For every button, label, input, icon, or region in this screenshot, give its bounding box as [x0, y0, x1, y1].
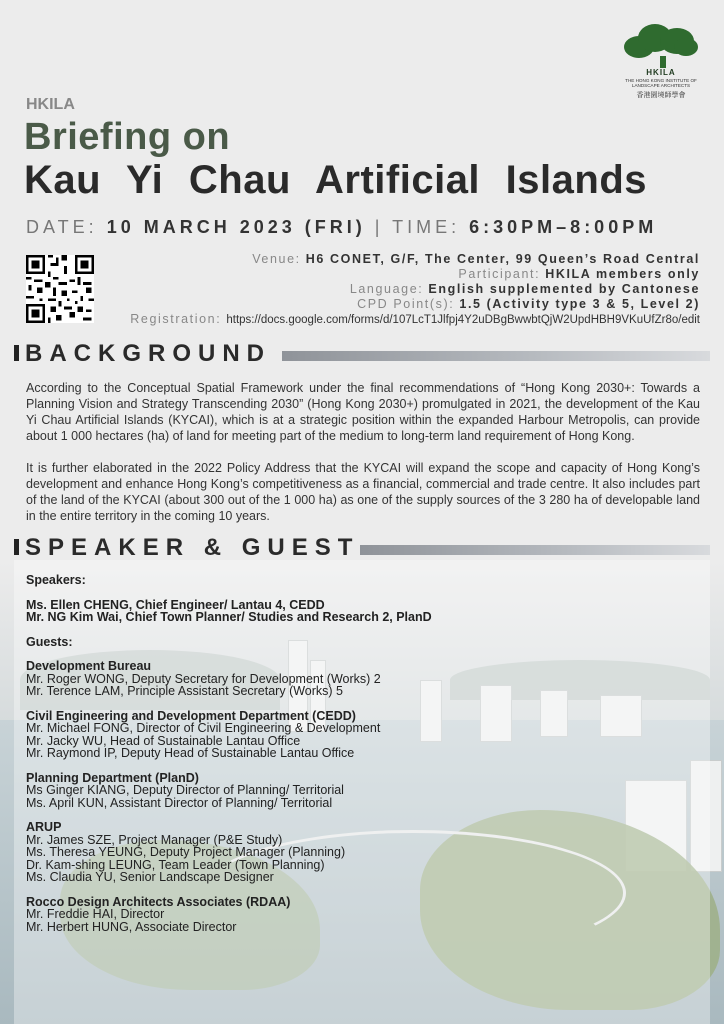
heading-rule — [360, 545, 710, 555]
guest-item: Mr. Terence LAM, Principle Assistant Secretary (Works) 5 — [26, 684, 344, 698]
registration-qr-code[interactable] — [26, 255, 94, 323]
guest-group-name: Planning Department (PlanD) — [26, 770, 199, 785]
guest-item: Ms. Theresa YEUNG, Deputy Project Manager (Planning) — [26, 845, 346, 859]
guest-item: Mr. Herbert HUNG, Associate Director — [26, 919, 237, 934]
guests-label: Guests: — [26, 634, 73, 649]
event-details — [130, 252, 700, 328]
speaker-guest-list — [26, 574, 586, 933]
registration-row: Registration: https://docs.google.com/forms/d/107LcT1Jlfpj4Y2uDBgBwwbtQjW2UpdHBH9VKuUfZr8o/edit — [130, 312, 700, 326]
registration-link[interactable]: https://docs.google.com/forms/d/107LcT1Jlfpj4Y2uDBgBwwbtQjW2UpdHBH9VKuUfZr8o/edit — [226, 314, 700, 326]
speakers-label: Speakers: — [26, 573, 86, 587]
guest-item: Ms Ginger KIANG, Deputy Director of Planning/ Territorial — [26, 783, 344, 797]
logo-full-name: THE HONG KONG INSTITUTE OF LANDSCAPE ARCHITECTS — [625, 78, 697, 88]
heading-rule — [282, 351, 710, 361]
background-paragraph-1: According to the Conceptual Spatial Framework under the final recommendations of “Hong Kong 2030+: Towards a Planning Vision and Strategy Transcending 2030” (Hong Kong 2030+) promulgated in 2021, the development of the Kau Yi Chau Artificial Islands (KYCAI), which is at a strategic position within the expanded Harbour Metropolis, can provide about 1 000 hectares (ha) of land for meeting part of the medium to long-term land requirement of Hong Kong. — [26, 381, 700, 443]
time-label: TIME: — [392, 217, 461, 237]
participant-value: HKILA members only — [545, 267, 700, 281]
guest-group-name: Development Bureau — [26, 659, 152, 673]
guest-item: Mr. Raymond IP, Deputy Head of Sustainable Lantau Office — [26, 746, 355, 760]
guest-item: Mr. Michael FONG, Director of Civil Engineering & Development — [26, 721, 381, 735]
logo-abbr: HKILA — [646, 68, 676, 77]
background-heading: BACKGROUND — [14, 340, 271, 368]
logo-chinese-name: 香港園境師學會 — [636, 92, 686, 99]
background-paragraph-2: It is further elaborated in the 2022 Policy Address that the KYCAI will expand the scope and capacity of Hong Kong’s development and enhance Hong Kong’s competitiveness as a financial, commercial and trade centre. It also includes part of the land of the KYCAI (about 300 out of the 1 000 ha) as one of the supply sources of the 3 280 ha of developable land in the entire territory in the coming 10 years. — [26, 461, 700, 523]
guest-item: Mr. Freddie HAI, Director — [26, 907, 165, 921]
guest-item: Mr. James SZE, Project Manager (P&E Study) — [26, 832, 283, 847]
hkila-logo — [620, 22, 702, 100]
cpd-value: 1.5 (Activity type 3 & 5, Level 2) — [459, 297, 700, 311]
guest-item: Ms. April KUN, Assistant Director of Planning/ Territorial — [26, 795, 333, 810]
venue-row: Venue: H6 CONET, G/F, The Center, 99 Queen’s Road Central — [252, 252, 700, 266]
language-value: English supplemented by Cantonese — [428, 282, 700, 296]
event-date: 10 MARCH 2023 (FRI) — [106, 217, 366, 237]
speaker-item: Ms. Ellen CHENG, Chief Engineer/ Lantau 4, CEDD — [26, 597, 325, 612]
guest-item: Mr. Roger WONG, Deputy Secretary for Development (Works) 2 — [26, 671, 381, 686]
tree-icon — [624, 22, 698, 62]
separator: | — [374, 217, 384, 237]
cpd-row: CPD Point(s): 1.5 (Activity type 3 & 5, Level 2) — [357, 297, 700, 311]
speaker-guest-heading: SPEAKER & GUEST — [14, 534, 359, 562]
speaker-item: Mr. NG Kim Wai, Chief Town Planner/ Studies and Research 2, PlanD — [26, 610, 432, 624]
guest-group-name: ARUP — [26, 820, 62, 834]
heading-bullet — [14, 539, 19, 555]
title-line-2: Kau Yi Chau Artificial Islands — [24, 158, 647, 202]
guest-item: Ms. Claudia YU, Senior Landscape Designer — [26, 870, 274, 884]
organizer-label: HKILA — [26, 96, 75, 113]
language-row: Language: English supplemented by Cantonese — [349, 282, 700, 296]
guest-group-name: Rocco Design Architects Associates (RDAA) — [26, 894, 291, 909]
date-time-line — [26, 217, 657, 238]
participant-row: Participant: HKILA members only — [458, 267, 700, 281]
venue-value: H6 CONET, G/F, The Center, 99 Queen’s Road Central — [305, 252, 700, 266]
title-line-1: Briefing on — [24, 116, 231, 158]
guest-item: Mr. Jacky WU, Head of Sustainable Lantau Office — [26, 733, 301, 748]
guest-group-name: Civil Engineering and Development Department (CEDD) — [26, 708, 356, 723]
date-label: DATE: — [26, 217, 98, 237]
event-time: 6:30PM–8:00PM — [469, 217, 658, 237]
heading-bullet — [14, 345, 19, 361]
guest-item: Dr. Kam-shing LEUNG, Team Leader (Town Planning) — [26, 857, 325, 872]
